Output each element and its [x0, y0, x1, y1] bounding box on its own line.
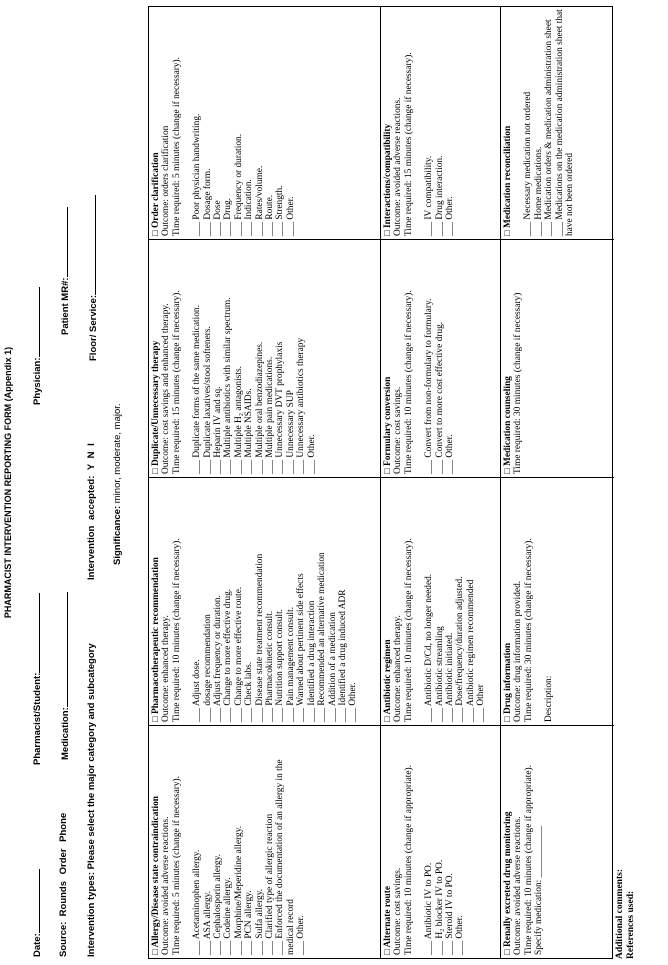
spacer — [414, 8, 424, 236]
subcategory-option[interactable]: ___ Frequency or duration. — [233, 133, 244, 236]
category-cell — [381, 477, 500, 725]
grid-row — [501, 7, 614, 958]
subcategory-option[interactable]: ___ Adjust dose. — [192, 659, 203, 722]
category-detail: Outcome: avoided adverse reactions. — [513, 816, 524, 955]
subcategory-option[interactable]: ___ Identified a drug interaction — [306, 600, 317, 722]
medication-field: Medication: — [58, 592, 71, 760]
spacer — [182, 8, 192, 236]
category-detail: Outcome: avoided adverse reactions. — [393, 97, 404, 236]
subcategory-option[interactable]: ___ Antibiotic initiated. — [445, 632, 456, 722]
category-detail — [534, 481, 544, 722]
category-heading[interactable]: □ Order clarification — [151, 152, 161, 236]
category-detail: Time required: 30 minutes (change if necessary). — [523, 538, 534, 722]
pharmacist-field: Pharmacist/Student: — [30, 593, 43, 765]
category-cell — [501, 239, 614, 477]
category-heading[interactable]: □ Medication counseling — [503, 376, 513, 474]
subcategory-option[interactable]: ___ Medications on the medication administration sheet that have not been ordered — [554, 9, 576, 236]
subcategory-option[interactable]: ___ Necessary medication not ordered — [523, 91, 534, 236]
subcategory-option[interactable]: ___ Antibiotic streamling — [434, 626, 445, 722]
intervention-accepted: Intervention accepted: Y N I — [86, 443, 97, 580]
spacer — [414, 729, 424, 955]
subcategory-option[interactable]: ___ Check labs. — [244, 661, 255, 722]
category-heading[interactable]: □ Formulary conversion — [383, 376, 393, 474]
form-title: PHARMACIST INTERVENTION REPORTING FORM (Appendix 1) — [3, 346, 13, 619]
category-heading[interactable]: □ Interactions/compatibility — [383, 123, 393, 236]
subcategory-option[interactable]: ___ Unnecessary DVT prophylaxis — [275, 341, 286, 474]
category-detail: Description: — [544, 675, 555, 722]
subcategory-option[interactable]: ___ Other. — [455, 915, 466, 955]
subcategory-option[interactable]: ___ Multiple antibiotics with similar spectrum. — [223, 297, 234, 474]
category-detail: Time required: 5 minutes (change if necessary). — [171, 775, 182, 955]
subcategory-option[interactable]: ___ Multiple NSAIDs. — [244, 388, 255, 474]
subcategory-option[interactable]: ___ Warned about pertinent side effects — [296, 573, 307, 722]
category-detail: Specify medication: ___________ — [534, 825, 545, 955]
subcategory-option[interactable]: ___ Convert from non-formulary to formulary. — [424, 298, 435, 474]
category-cell — [501, 477, 614, 725]
subcategory-option[interactable]: ___ Nutrition support consult. — [275, 608, 286, 722]
subcategory-option[interactable]: ___ Identified a drug induced ADR — [337, 589, 348, 722]
source-field: Source: Rounds Order Phone — [58, 812, 69, 957]
subcategory-option[interactable]: ___ Steroid IV to PO. — [445, 873, 456, 955]
subcategory-option[interactable]: ___ Home medications. — [533, 146, 544, 236]
category-detail: Outcome: cost savings. — [393, 867, 404, 955]
subcategory-option[interactable]: ___ IV compatibility. — [424, 155, 435, 236]
spacer — [414, 481, 424, 722]
subcategory-option[interactable]: ___ Cephalosporin allergy. — [213, 853, 224, 955]
subcategory-option[interactable]: ___ Duplicate laxatives/stool softeners. — [202, 326, 213, 474]
subcategory-option[interactable]: ___ Change to more effective route. — [233, 586, 244, 722]
subcategory-option[interactable]: ___ Other. — [285, 196, 296, 236]
subcategory-option[interactable]: ___ Other. — [348, 682, 359, 722]
category-detail: Outcome: cost savings. — [393, 386, 404, 474]
category-cell — [501, 725, 614, 958]
spacer — [513, 8, 523, 236]
subcategory-option[interactable]: ___ Indication. — [244, 179, 255, 236]
category-detail: Time required: 10 minutes (change if necessary). — [403, 538, 414, 722]
category-detail: Time required: 5 minutes (change if necessary). — [171, 56, 182, 236]
subcategory-option[interactable]: ___ Rates/volume. — [254, 165, 265, 236]
patient-mr-field: Patient MR#: — [58, 207, 71, 335]
subcategory-option[interactable]: ___ H₂ blocker IV to PO. — [434, 859, 445, 955]
subcategory-option[interactable]: ___ Other — [476, 684, 487, 722]
subcategory-option[interactable]: ___ Heparin IV and sq. — [213, 386, 224, 474]
category-heading[interactable]: □ Medication reconciliation — [503, 125, 513, 236]
subcategory-option[interactable]: ___ Recommended an alternative medication — [317, 552, 328, 722]
spacer — [182, 481, 192, 722]
additional-comments-label: Additional comments: — [615, 869, 625, 959]
category-cell — [501, 5, 614, 239]
subcategory-option[interactable]: ___ Codeine allergy. — [223, 877, 234, 955]
physician-field: Physician: — [30, 287, 43, 405]
subcategory-option[interactable]: ___ Unnecessary SUP — [285, 390, 296, 474]
subcategory-option[interactable]: ___ Addition of a medication — [327, 612, 338, 722]
category-detail: Outcome: cost savings and enhanced therapy. — [161, 303, 172, 474]
subcategory-option[interactable]: ___ Other. — [306, 434, 317, 474]
category-detail: Time required: 10 minutes (change if appropriate). — [523, 765, 534, 955]
grid-row — [381, 7, 501, 958]
subcategory-option[interactable]: ___ Clarified type of allergic reaction — [265, 813, 276, 955]
category-heading[interactable]: □ Allergy/Disease state contraindication — [151, 795, 161, 955]
category-cell — [149, 477, 380, 725]
subcategory-option[interactable]: ___ Multiple H₂ antagonists. — [233, 366, 244, 474]
subcategory-option[interactable]: ___ Drug interaction. — [434, 155, 445, 236]
subcategory-option[interactable]: ___ Other. — [445, 434, 456, 474]
intervention-types-label: Intervention types: Please select the major category and subcategory — [86, 643, 97, 957]
category-cell — [149, 725, 380, 958]
category-heading[interactable]: □ Duplicate/Unnecessary therapy — [151, 340, 161, 474]
category-cell — [149, 239, 380, 477]
significance-label: Significance: minor, moderate, major. — [112, 403, 123, 565]
category-detail: Time required: 30 minutes (change if necessary) — [513, 292, 524, 474]
subcategory-option[interactable]: ___ Strength. — [275, 185, 286, 236]
subcategory-option[interactable]: ___ Unnecessary antibiotics therapy — [296, 337, 307, 474]
category-detail: Time required: 10 minutes (change if necessary). — [171, 538, 182, 722]
category-detail: Time required: 10 minutes (change if appropriate). — [403, 765, 414, 955]
subcategory-option[interactable]: ___ Convert to more cost effective drug. — [434, 321, 445, 474]
comments-section — [615, 869, 637, 959]
subcategory-option[interactable]: ___ Sulfa allergy. — [254, 888, 265, 955]
category-detail: Outcome: drug information provided. — [513, 580, 524, 722]
references-used-label: References used: — [626, 890, 636, 959]
category-cell — [381, 5, 500, 239]
category-heading[interactable]: □ Drug information — [503, 642, 513, 722]
subcategory-option[interactable]: ___ Multiple pain medications. — [265, 356, 276, 474]
category-cell — [381, 725, 500, 958]
category-heading[interactable]: □ Renally excreted drug monitoring — [503, 811, 513, 955]
subcategory-option[interactable]: ___ Pain management consult. — [285, 606, 296, 722]
category-detail: Outcome: avoided adverse reactions. — [161, 816, 172, 955]
spacer — [414, 243, 424, 474]
subcategory-option[interactable]: ___ Adjust frequency or duration. — [213, 595, 224, 722]
subcategory-option[interactable]: ___ Dose/frequency/duration adjusted. — [455, 576, 466, 722]
category-detail: Time required: 10 minutes (change if necessary). — [403, 290, 414, 474]
category-heading[interactable]: □ Alternate route — [383, 885, 393, 955]
subcategory-option[interactable]: ___ Dosage form. — [202, 168, 213, 236]
subcategory-option[interactable]: ___ Route. — [265, 194, 276, 236]
floor-service-field: Floor/ Service: — [86, 195, 99, 361]
category-detail: Outcome: enhanced therapy. — [393, 615, 404, 722]
spacer — [182, 243, 192, 474]
subcategory-option[interactable]: ___ Disease state treatment recommendation — [254, 553, 265, 722]
date-field: Date: — [30, 869, 43, 957]
category-detail: Outcome: enhanced therapy. — [161, 615, 172, 722]
subcategory-option[interactable]: ___ Multiple oral benzodiazepines. — [254, 341, 265, 474]
subcategory-option[interactable]: ___ Dose — [213, 200, 224, 236]
subcategory-option[interactable]: ___ Acetaminophen allergy. — [192, 849, 203, 955]
subcategory-option[interactable]: ___ Morphine/Meperidine allergy. — [233, 825, 244, 955]
subcategory-option[interactable]: ___ Change to more effective drug. — [223, 588, 234, 722]
spacer — [182, 729, 192, 955]
category-detail: Outcome: orders clarification — [161, 125, 172, 236]
category-detail: Time required: 15 minutes (change if necessary). — [403, 52, 414, 236]
subcategory-option[interactable]: ___ PCN allergy. — [244, 890, 255, 955]
subcategory-option[interactable]: ___ Antibiotic D/Cd, no longer needed. — [424, 573, 435, 722]
grid-row — [149, 7, 381, 958]
category-cell — [149, 5, 380, 239]
subcategory-option[interactable]: ___ Duplicate forms of the same medication. — [192, 305, 203, 474]
subcategory-option[interactable]: ___ Enforced the documentation of an allergy in the medical record — [275, 759, 296, 955]
subcategory-option[interactable]: ___ Antibiotic IV to PO. — [424, 862, 435, 955]
subcategory-option[interactable]: ___ Poor physician handwriting. — [192, 113, 203, 236]
subcategory-option[interactable]: ___ Antibiotic regimen recommended — [465, 579, 476, 722]
category-detail: Time required: 15 minutes (change if necessary). — [171, 290, 182, 474]
intervention-grid — [148, 6, 613, 959]
subcategory-option[interactable]: ___ Other. — [296, 915, 307, 955]
subcategory-option[interactable]: ___ Pharmacokinetic consult. — [265, 610, 276, 722]
category-heading[interactable]: □ Antibiotic regimen — [383, 639, 393, 722]
subcategory-option[interactable]: ___ Other. — [445, 196, 456, 236]
subcategory-option[interactable]: ___ Medication orders & medication administration sheet — [544, 19, 555, 236]
category-heading[interactable]: □ Pharmacotherapeutic recommendation — [151, 557, 161, 722]
subcategory-option[interactable]: ___ dosage recommendation — [202, 614, 213, 722]
subcategory-option[interactable]: ___ Drug. — [223, 197, 234, 236]
category-cell — [381, 239, 500, 477]
subcategory-option[interactable]: ___ ASA allergy. — [202, 890, 213, 955]
